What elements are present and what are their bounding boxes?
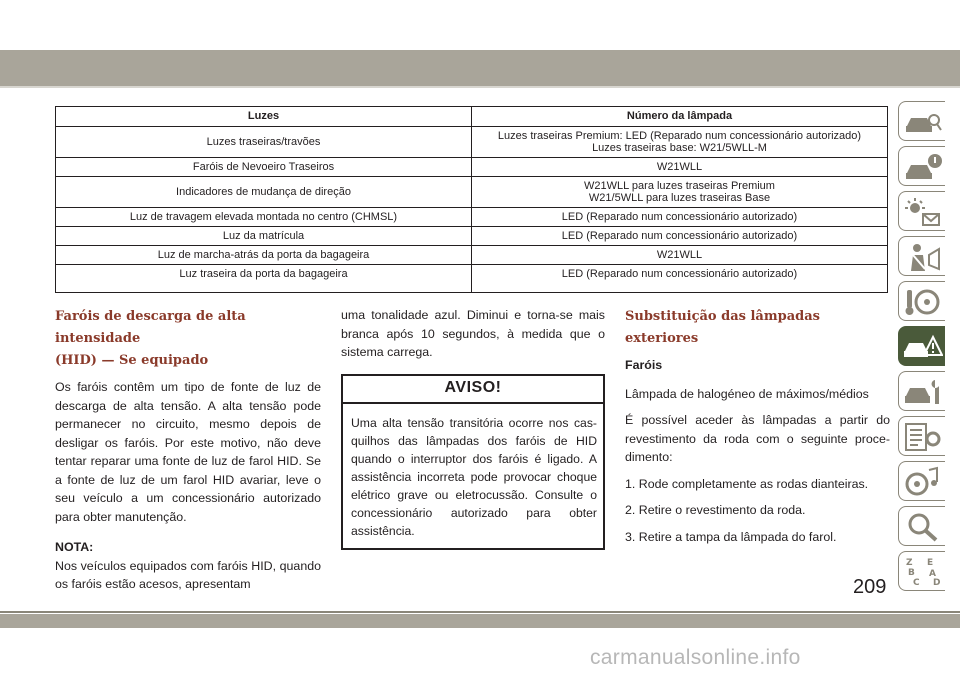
list-item: 3. Retire a tampa da lâmpada do farol. (625, 529, 837, 544)
bottom-band-divider (0, 611, 960, 613)
svg-text:B: B (908, 568, 915, 578)
watermark: carmanualsonline.info (590, 646, 801, 669)
tab-car-search[interactable] (898, 101, 945, 141)
warning-text: Uma alta tensão transitória ocorre nos cas-quilhos das lâmpadas dos faróis de HID quando o interruptor dos faróis é ligado. A assistência incorreta pode provocar choque elétrico grave ou eletrocussão. Consulte o concessionário autorizado para obter assistência. (351, 416, 597, 538)
tab-emergency[interactable] (898, 326, 945, 366)
note-title: NOTA: (55, 540, 94, 554)
table-cell-light: Faróis de Nevoeiro Traseiros (56, 158, 472, 177)
table-row (56, 265, 888, 293)
bulb-line: W21/5WLL para luzes traseiras Base (588, 192, 771, 204)
table-cell-bulb (472, 227, 888, 246)
bottom-band (0, 614, 960, 628)
hid-paragraph: Os faróis contêm um tipo de fonte de luz de descarga de alta tensão. A alta tensão pode permanecer no circuito, mesmo depois de desligar os faróis. Por este motivo, não deve tentar reparar uma fonte de luz de farol HID. Se a fonte de luz de um farol HID avariar, leve o seu veículo a um concessionário autorizado para obter manutenção. (55, 380, 321, 524)
heading-line: (HID) — Se equipado (55, 353, 209, 368)
table-row (56, 227, 888, 246)
car-hazard-icon (903, 331, 943, 363)
warning-title: AVISO! (343, 376, 603, 405)
table-header-lights: Luzes (56, 107, 472, 127)
bulb-line: Luzes traseiras Premium: LED (Reparado num concessionário autorizado) (497, 130, 862, 142)
car-info-icon (903, 151, 943, 183)
column-warning (341, 306, 605, 550)
tab-car-info[interactable] (898, 146, 945, 186)
table-header-bulb-number: Número da lâmpada (472, 107, 888, 127)
table-cell-bulb (472, 246, 888, 265)
note-text: Nos veículos equipados com faróis HID, quando os faróis estão acesos, apresentam (55, 558, 321, 591)
top-band-divider (0, 86, 960, 88)
tab-specifications[interactable] (898, 416, 945, 456)
table-row (56, 158, 888, 177)
bulb-line: LED (Reparado num concessionário autorizado) (561, 211, 798, 223)
steps-list (625, 475, 890, 547)
tab-warning-lights[interactable] (898, 191, 945, 231)
warning-lights-message-icon (903, 196, 943, 228)
tab-driving[interactable] (898, 281, 945, 321)
access-paragraph: É possível aceder às lâmpadas a partir do revestimento da roda com o seguinte proce-dimento: (625, 413, 890, 464)
bulb-line: LED (Reparado num concessionário autorizado) (561, 230, 798, 242)
tab-alphabetical[interactable] (898, 551, 945, 591)
bulb-line: W21WLL (656, 249, 703, 261)
tab-safety[interactable] (898, 236, 945, 276)
table-row (56, 127, 888, 158)
specs-gear-icon (903, 421, 943, 453)
table-cell-light: Luzes traseiras/travões (56, 127, 472, 158)
bulb-table (55, 106, 888, 293)
column-replacement (625, 306, 890, 554)
svg-text:E: E (927, 558, 934, 568)
magnifier-icon (903, 511, 943, 543)
top-band (0, 50, 960, 86)
table-cell-bulb (472, 208, 888, 227)
halogen-line: Lâmpada de halogéneo de máximos/médios (625, 386, 869, 401)
table-cell-light: Luz de travagem elevada montada no centro (CHMSL) (56, 208, 472, 227)
table-row (56, 208, 888, 227)
tab-index[interactable] (898, 506, 945, 546)
section-heading-hid (55, 306, 321, 372)
tab-multimedia[interactable] (898, 461, 945, 501)
svg-text:C: C (913, 578, 920, 588)
subheading-headlamps: Faróis (625, 358, 663, 372)
table-header-row (56, 107, 888, 127)
bulb-line: W21WLL para luzes traseiras Premium (584, 180, 775, 192)
tab-maintenance[interactable] (898, 371, 945, 411)
svg-text:A: A (929, 569, 936, 579)
hid-continued-paragraph: uma tonalidade azul. Diminui e torna-se mais branca após 10 segundos, à medida que o sistema carrega. (341, 308, 605, 359)
table-row (56, 246, 888, 265)
column-hid (55, 306, 321, 606)
heading-line: Faróis de descarga de alta intensidade (55, 309, 246, 346)
table-cell-bulb (472, 158, 888, 177)
table-cell-light: Luz de marcha-atrás da porta da bagageira (56, 246, 472, 265)
table-cell-light: Indicadores de mudança de direção (56, 177, 472, 208)
alphabet-index-icon (903, 556, 943, 588)
warning-box (341, 374, 605, 551)
bulb-line: LED (Reparado num concessionário autorizado) (561, 268, 798, 280)
seatbelt-airbag-icon (903, 241, 943, 273)
svg-text:D: D (933, 578, 941, 588)
table-cell-bulb (472, 127, 888, 158)
steering-key-icon (903, 286, 943, 318)
list-item: 2. Retire o revestimento da roda. (625, 503, 806, 517)
svg-text:Z: Z (906, 558, 913, 568)
multimedia-icon (903, 466, 943, 498)
table-cell-bulb (472, 265, 888, 293)
table-row (56, 177, 888, 208)
chapter-tabs (898, 101, 948, 596)
table-cell-light: Luz traseira da porta da bagageira (56, 265, 472, 293)
page-number: 209 (853, 576, 887, 598)
bulb-line: Luzes traseiras base: W21/5WLL-M (592, 142, 767, 154)
car-search-icon (903, 106, 943, 138)
table-cell-bulb (472, 177, 888, 208)
bulb-line: W21WLL (656, 161, 703, 173)
list-item: 1. Rode completamente as rodas dianteiras. (625, 476, 869, 491)
car-wrench-icon (903, 376, 943, 408)
table-cell-light: Luz da matrícula (56, 227, 472, 246)
section-heading-replacement: Substituição das lâmpadas exteriores (625, 309, 820, 346)
